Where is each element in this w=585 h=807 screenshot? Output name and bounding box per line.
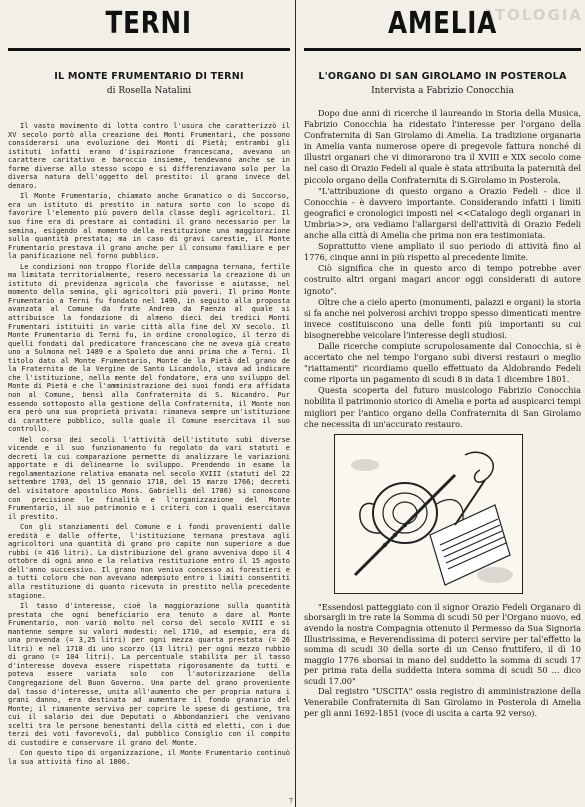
source-paragraph: Dal registro "USCITA" ossia registro di amministrazione della Venerabile Confraternita di San Girolamo in Posterola di Amelia per gli anni 1692-1851 (voce di uscita a carta 92 verso). (304, 686, 581, 718)
paragraph: Con gli stanziamenti del Comune e i fondi provenienti dalle eredità e dalle offerte, l'istituzione ternana prestava agli agricoltori una quantità di grano pro capite non superiore a due rubbi (= 416 litri). La distribuzione del grano avveniva dopo il 4 ottobre di ogni anno e la relativa restituzione entro il 15 agosto dell'anno successivo. Il grano non veniva concesso ai forestieri e a tutti coloro che non avevano adempiuto entro i limiti consentiti alla restituzione di quanto ricevuto in prestito nella precedente stagione. (8, 523, 290, 600)
article-title: L'ORGANO DI SAN GIROLAMO IN POSTEROLA (318, 71, 567, 82)
paragraph: Oltre che a cielo aperto (monumenti, palazzi e organi) la storia si fa anche nei polverosi archivi troppo spesso dimenticati mentre invece costituiscono una delle fonti più importanti su cui bisognerebbe veicolare l'interesse degli studiosi. (304, 296, 581, 340)
terni-column (8, 0, 290, 768)
amelia-column (304, 0, 581, 718)
article-body (304, 108, 581, 430)
article-byline: di Rosella Natalini (106, 86, 192, 96)
paragraph: Soprattutto viene ampliato il suo periodo di attività fino al 1776, cinque anni in più rispetto al precedente limite. (304, 241, 581, 263)
musical-instruments-engraving (334, 434, 523, 594)
paragraph: Questa scoperta del futuro musicologo Fabrizio Conocchia nobilita il patrimonio storico di Amelia e porta ad auspicarci tempi migliori per l'antico organo della Confraternita di San Girolamo che necessita di un'accurato restauro. (304, 385, 581, 429)
paragraph: Il vasto movimento di lotta contro l'usura che caratterizzò il XV secolo portò alla creazione dei Monti Frumentari, che possono considerarsi una evoluzione dei Monti di Pietà; entrambi gli istituti infatti erano d'ispirazione francescana, avevano un carattere caritativo e baroccio insieme, tendevano anche se in forme diverse allo stesso scopo e si differenziavano solo per la diversa natura dell'oggetto del prestito: il grano invece del denaro. (8, 122, 290, 190)
paragraph: Il Monte Frumentario, chiamato anche Granatico o di Soccorso, era un istituto di prestito in natura sorto con lo scopo di favorire l'elemento più povero della classe degli agricoltori. Il suo fine era di prestare ai contadini il grano necessario per la semina, esigendo al momento della restituzione una maggiorazione sulla quantità prestata; ma in caso di gravi carestie, il Monte Frumentario prestava il grano anche per il consumo familiare e per la panificazione nel forno pubblico. (8, 192, 290, 261)
amelia-banner (304, 0, 581, 51)
background-lettering: ATOLOGIA (482, 6, 583, 24)
article-body (8, 122, 290, 766)
paragraph: Ciò significa che in questo arco di tempo potrebbe aver costruito altri organi magari ancor oggi considerati di autore ignoto". (304, 263, 581, 296)
column-divider (295, 0, 296, 807)
musical-instruments-icon (335, 435, 522, 593)
paragraph: Le condizioni non troppo floride della campagna ternana, fertile ma limitata territorialmente, resero necessaria la creazione di un istituto di previdenza agricola che favorisse e aiutasse, nel momento della semina, gli agricoltori più poveri. Il primo Monte Frumentario a Terni fu fondato nel 1490, in seguito alla proposta avanzata al Comune da frate Andrea da Faenza al quale si attribuisce la fondazione di almeno dieci dei tredici Monti Frumentari istituiti in varie città alla fine del XV secolo. Il Monte Frumentario di Terni fu, in ordine cronologico, il terzo di quelli fondati dal predicatore francescano che ne aveva già creato uno a Sulmona nel 1489 e a Spoleto due anni prima che a Terni. Il titolo dato al Monte Frumentario, Monte de la Pietà del grano de la Fraternita de la Vergine de Santo Licandolo, stava ad indicare che l'istituzione, nella mente del fondatore, era uno sviluppo del Monte di Pietà e che l'amministrazione dei suoi fondi era affidata non al Comune, bensì alla Confraternita di S. Nicandro. Pur essendo sottoposto alla gestione della Confraternita, il Monte non era però una sua proprietà privata: rimaneva sempre un'istituzione di carattere pubblico, sulla quale il Comune esercitava il suo controllo. (8, 262, 290, 434)
paragraph: Il tasso d'interesse, cioè la maggiorazione sulla quantità prestata che ogni beneficiario era tenuto a dare al Monte Frumentario, non variò molto nel corso del secolo XVIII e si mantenne sempre su valori modesti: nel 1710, ad esempio, era di una provenda (= 3,25 litri) per ogni mezza quarta prestata (= 26 litri) e nel 1718 di uno scorzo (13 litri) per ogni mezzo rubbio di grano (= 104 litri). La percentuale stabilita per il tasso d'interesse doveva essere rispettata rigorosamente da tutti e poteva essere variata solo con l'autorizzazione della Congregazione del Buon Governo. Una parte del grano proveniente dal tasso d'interesse, unita all'aumento che per propria natura i grani danno, era destinata ad aumentare il fondo granario del Monte; il rimanente serviva per coprire le spese di gestione, tra cui il salario dei due Deputati o Abbondanzieri che venivano scelti tra le persone benestanti della città ed eletti, con i due terzi dei voti favorevoli, dal pubblico Consiglio con il compito di custodire e conservare il grano del Monte. (8, 602, 290, 747)
amelia-banner-text: AMELIA (387, 6, 498, 41)
paragraph: Dalle ricerche compiute scrupolosamente dal Conocchia, si è accertato che nel tempo l'organo subì diversi restauri o meglio "riattamenti" ricordiamo quello effettuato da Aldobrando Fedeli come riporta un pagamento di scudi 8 in data 1 dicembre 1801. (304, 340, 581, 385)
paragraph: Nel corso dei secoli l'attività dell'istituto subì diverse vicende e il suo funzionamento fu regolato da vari statuti e decreti la cui comparazione permette di analizzare le variazioni apportate e di delinearne lo sviluppo. Prendendo in esame la regolamentazione relativa emanata nel secolo XVIII (statuti del 22 settembre 1703, del 15 gennaio 1718, del 15 marzo 1766; decreti del visitatore apostolico Mons. Gabrielli del 1786) si conoscono con precisione le finalità e l'organizzazione del Monte Frumentario, il suo patrimonio e i criteri con i quali esercitava il prestito. (8, 435, 290, 521)
terni-banner (8, 0, 290, 51)
article-title: IL MONTE FRUMENTARIO DI TERNI (54, 71, 244, 82)
paragraph: Con questo tipo di organizzazione, il Monte Frumentario continuò la sua attività fino al 1806. (8, 749, 290, 766)
article-byline: Intervista a Fabrizio Conocchia (371, 86, 514, 96)
paragraph: Dopo due anni di ricerche il laureando in Storia della Musica, Fabrizio Conocchia ha ridestato l'interesse per l'organo della Confraternita di San Girolamo di Amelia. La tradizione organaria in Amelia vanta numerose opere di pregevole fattura nonché di illustri organari che vi dimorarono tra il XVIII e XIX secolo come nel caso di Orazio Fedeli al quale è stata attribuita la paternità del piccolo organo della Confraternita di S.Girolamo in Posterola. (304, 108, 581, 185)
archive-quote (304, 602, 581, 719)
quote-paragraph: "Essendosi patteggiato con il signor Orazio Fedeli Organaro di sborsargli in tre rate la Somma di scudi 50 per l'Organo nuovo, ed avendo la nostra Compagnia ottenuto il Permesso da Sua Signoria Illustrissima, e Reverendissima di poterci servire per tal'effetto la somma di scudi 30 della sorte di un Censo fruttifero, il dì 10 maggio 1776 sborsai in mano del suddetto la somma di scudi 17 per prima rata della suddetta intera somma di scudi 50 ... dico scudi 17.00" (304, 601, 581, 686)
terni-banner-text: TERNI (105, 6, 193, 41)
page-number: 7 (289, 798, 293, 805)
paragraph: "L'attribuzione di questo organo a Orazio Fedeli - dice il Conocchia - è davvero importante. Considerando infatti i limiti geografici e cronologici imposti nel <<Catalogo degli organari in Umbria>>, ora vediamo l'allargarsi dell'attività di Orazio Fedeli anche alla città di Amelia che prima non era testimoniata. (304, 185, 581, 241)
